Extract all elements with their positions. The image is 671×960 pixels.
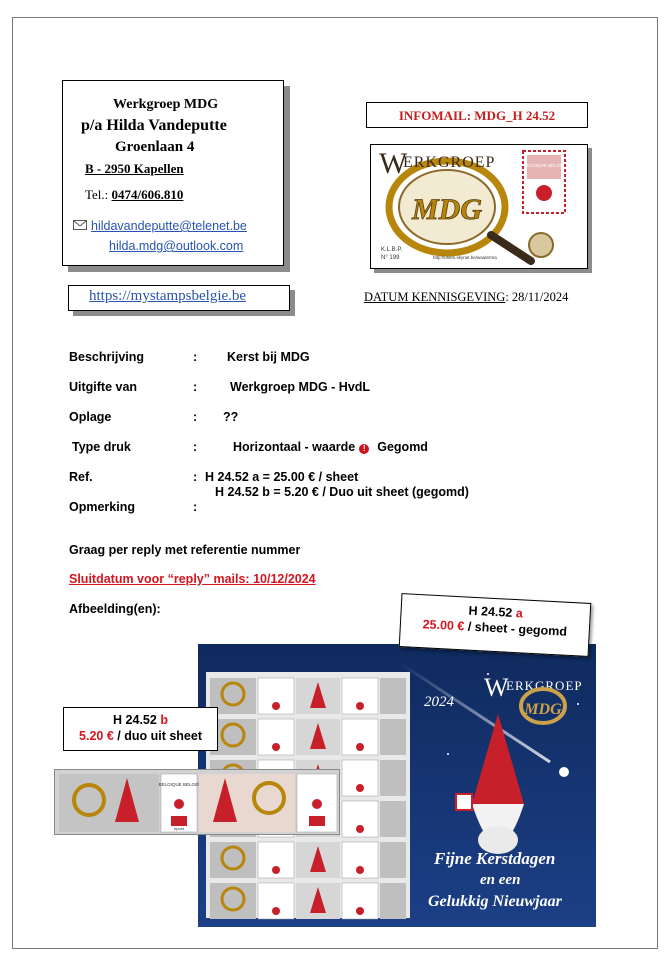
detail-colon: : [193,410,198,424]
detail-value: Kerst bij MDG [227,350,310,364]
label-a-desc: / sheet - gegomd [463,619,568,639]
email-link-1[interactable]: hildavandeputte@telenet.be [91,219,247,233]
sheet-greeting-3: Gelukkig Nieuwjaar [428,893,562,910]
duo-bpost: bpost [174,826,184,831]
address-street: Groenlaan 4 [115,139,195,155]
detail-colon: : [193,350,198,364]
duo-stamp-image [54,769,340,835]
detail-label: Opmerking [69,500,135,514]
envelope-icon [73,220,87,230]
logo-brand: W [379,147,408,180]
detail-colon: : [193,500,198,514]
images-heading: Afbeelding(en): [69,602,161,616]
address-box [62,80,284,266]
website-link[interactable]: https://mystampsbelgie.be [68,285,290,311]
label-duo-price [63,707,218,751]
logo-monogram: MDG [411,193,483,226]
detail-oplage [69,410,239,424]
sheet-greeting-2: en een [480,872,521,888]
logo-brand-rest: ERKGROEP [403,154,496,171]
datum-label: DATUM KENNISGEVING [364,290,506,304]
reply-instruction: Graag per reply met referentie nummer [69,543,301,557]
datum-value: : 28/11/2024 [505,290,569,304]
sheet-year: 2024 [424,694,454,710]
sheet-brand-rest: ERKGROEP [506,678,583,693]
sheet-greeting-1: Fijne Kerstdagen [434,849,556,868]
label-a-code: H 24.52 [468,603,517,621]
phone-value: 0474/606.810 [111,187,184,202]
reply-deadline: Sluitdatum voor “reply” mails: 10/12/2024 [69,572,316,586]
type-druk-pre: Horizontaal - waarde [233,440,356,454]
detail-ref [69,470,359,484]
detail-label: Oplage [69,410,112,424]
detail-colon: : [193,470,198,484]
detail-opmerking [69,500,198,514]
label-b-suffix: b [160,713,168,727]
detail-colon: : [193,440,198,454]
label-b-code: H 24.52 [113,713,161,727]
detail-type-druk [72,440,428,454]
label-b-price: 5.20 € [79,729,114,743]
logo-number: N° 199 [381,255,400,261]
detail-value: ?? [223,410,239,424]
detail-beschrijving [69,350,310,364]
logo-url: http://users.skynet.be/wauterma [433,255,497,260]
detail-label: Ref. [69,470,93,484]
label-b-desc: / duo uit sheet [113,729,202,743]
ref-line-2: H 24.52 b = 5.20 € / Duo uit sheet (gegomd) [215,485,469,499]
address-phone [85,187,183,203]
detail-colon: : [193,380,198,394]
address-city: B - 2950 Kapellen [85,161,184,176]
datum-kennisgeving [364,290,568,305]
address-org: Werkgroep MDG [113,97,219,112]
detail-label: Beschrijving [69,350,145,364]
logo-stamp-text: BELGIQUE BELGIË [523,163,565,168]
label-a-suffix: a [515,606,524,621]
label-a-price: 25.00 € [422,617,465,634]
detail-uitgifte [69,380,371,394]
logo-klbp: K.L.B.P. [381,247,403,253]
svg-text:MDG: MDG [524,701,562,718]
phone-label: Tel.: [85,187,109,202]
infomail-reference: INFOMAIL: MDG_H 24.52 [366,102,588,128]
type-druk-post: Gegomd [377,440,428,454]
detail-value: Werkgroep MDG - HvdL [230,380,371,394]
duo-country: BELGIQUE BELGIË [158,782,200,787]
detail-label: Type druk [72,440,131,454]
detail-value [233,440,428,454]
ref-line-1: H 24.52 a = 25.00 € / sheet [205,470,359,484]
sheet-brand-initial: W [484,673,509,702]
werkgroep-logo [370,144,588,269]
alert-icon: ! [359,444,369,454]
label-sheet-price [399,593,592,657]
detail-label: Uitgifte van [69,380,138,394]
email-link-2[interactable]: hilda.mdg@outlook.com [109,239,244,253]
address-contact: p/a Hilda Vandeputte [81,117,227,134]
